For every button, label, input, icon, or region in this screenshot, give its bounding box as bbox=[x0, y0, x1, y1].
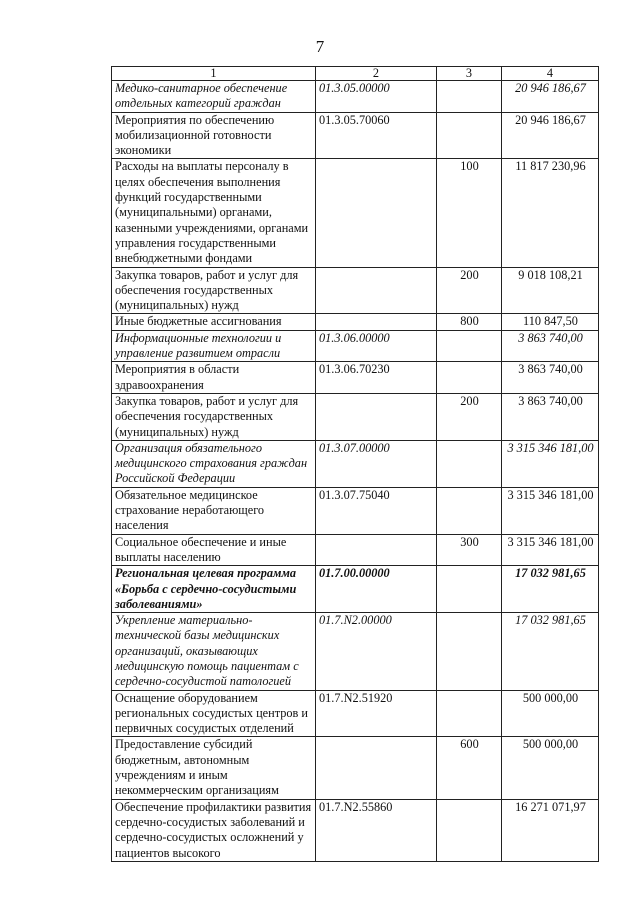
page-number: 7 bbox=[315, 37, 325, 56]
row-type bbox=[437, 330, 502, 362]
row-type bbox=[437, 440, 502, 487]
row-type bbox=[437, 112, 502, 159]
row-amount: 11 817 230,96 bbox=[502, 159, 599, 267]
row-code: 01.7.N2.55860 bbox=[316, 799, 437, 861]
row-amount: 3 863 740,00 bbox=[502, 393, 599, 440]
row-amount: 3 315 346 181,00 bbox=[502, 487, 599, 534]
row-name: Закупка товаров, работ и услуг для обеспечения государственных (муниципальных) нужд bbox=[112, 393, 316, 440]
row-code bbox=[316, 159, 437, 267]
table-row bbox=[112, 613, 599, 690]
row-type: 100 bbox=[437, 159, 502, 267]
table-row bbox=[112, 362, 599, 394]
table-row bbox=[112, 112, 599, 159]
row-name: Социальное обеспечение и иные выплаты населению bbox=[112, 534, 316, 566]
row-name: Оснащение оборудованием региональных сосудистых центров и первичных сосудистых отделений bbox=[112, 690, 316, 737]
row-type bbox=[437, 613, 502, 690]
row-amount: 17 032 981,65 bbox=[502, 566, 599, 613]
table-row bbox=[112, 314, 599, 330]
table-row bbox=[112, 566, 599, 613]
table-row bbox=[112, 267, 599, 314]
table-row bbox=[112, 393, 599, 440]
table-row bbox=[112, 487, 599, 534]
row-name: Обеспечение профилактики развития сердечно-сосудистых заболеваний и сердечно-сосудистых осложнений у пациентов высокого bbox=[112, 799, 316, 861]
row-type bbox=[437, 566, 502, 613]
row-amount: 9 018 108,21 bbox=[502, 267, 599, 314]
row-name: Медико-санитарное обеспечение отдельных категорий граждан bbox=[112, 81, 316, 113]
row-amount: 110 847,50 bbox=[502, 314, 599, 330]
header-type: 3 bbox=[437, 67, 502, 81]
header-amount: 4 bbox=[502, 67, 599, 81]
row-name: Региональная целевая программа «Борьба с сердечно-сосудистыми заболеваниями» bbox=[112, 566, 316, 613]
row-amount: 3 315 346 181,00 bbox=[502, 440, 599, 487]
table-row bbox=[112, 534, 599, 566]
row-name: Мероприятия по обеспечению мобилизационной готовности экономики bbox=[112, 112, 316, 159]
row-code: 01.3.07.00000 bbox=[316, 440, 437, 487]
budget-table bbox=[111, 66, 599, 862]
row-code: 01.7.N2.51920 bbox=[316, 690, 437, 737]
table-row bbox=[112, 81, 599, 113]
row-amount: 16 271 071,97 bbox=[502, 799, 599, 861]
table-row bbox=[112, 799, 599, 861]
row-amount: 3 863 740,00 bbox=[502, 362, 599, 394]
row-amount: 500 000,00 bbox=[502, 737, 599, 799]
table-row bbox=[112, 330, 599, 362]
row-code bbox=[316, 534, 437, 566]
table-row bbox=[112, 737, 599, 799]
row-name: Расходы на выплаты персоналу в целях обеспечения выполнения функций государственными (муниципальными) органами, казенными учреждениями, органами управления государственными внебюджетными фондами bbox=[112, 159, 316, 267]
row-name: Организация обязательного медицинского страхования граждан Российской Федерации bbox=[112, 440, 316, 487]
row-amount: 3 863 740,00 bbox=[502, 330, 599, 362]
row-amount: 17 032 981,65 bbox=[502, 613, 599, 690]
row-code bbox=[316, 393, 437, 440]
row-amount: 500 000,00 bbox=[502, 690, 599, 737]
table-row bbox=[112, 159, 599, 267]
row-code: 01.7.00.00000 bbox=[316, 566, 437, 613]
row-type bbox=[437, 799, 502, 861]
header-name: 1 bbox=[112, 67, 316, 81]
row-code: 01.3.06.00000 bbox=[316, 330, 437, 362]
row-amount: 20 946 186,67 bbox=[502, 81, 599, 113]
row-type bbox=[437, 81, 502, 113]
row-name: Мероприятия в области здравоохранения bbox=[112, 362, 316, 394]
row-type bbox=[437, 690, 502, 737]
row-name: Укрепление материально-технической базы медицинских организаций, оказывающих медицинскую помощь пациентам с сердечно-сосудистой патологией bbox=[112, 613, 316, 690]
row-code: 01.7.N2.00000 bbox=[316, 613, 437, 690]
row-code: 01.3.05.70060 bbox=[316, 112, 437, 159]
table-header-row bbox=[112, 67, 599, 81]
row-name: Предоставление субсидий бюджетным, автономным учреждениям и иным некоммерческим организациям bbox=[112, 737, 316, 799]
row-amount: 3 315 346 181,00 bbox=[502, 534, 599, 566]
row-type: 600 bbox=[437, 737, 502, 799]
row-code bbox=[316, 314, 437, 330]
table-row bbox=[112, 690, 599, 737]
row-type: 300 bbox=[437, 534, 502, 566]
row-name: Обязательное медицинское страхование неработающего населения bbox=[112, 487, 316, 534]
row-code bbox=[316, 737, 437, 799]
row-type: 200 bbox=[437, 393, 502, 440]
row-name: Информационные технологии и управление развитием отрасли bbox=[112, 330, 316, 362]
row-code: 01.3.05.00000 bbox=[316, 81, 437, 113]
row-code: 01.3.06.70230 bbox=[316, 362, 437, 394]
row-amount: 20 946 186,67 bbox=[502, 112, 599, 159]
row-name: Закупка товаров, работ и услуг для обеспечения государственных (муниципальных) нужд bbox=[112, 267, 316, 314]
row-type: 800 bbox=[437, 314, 502, 330]
header-code: 2 bbox=[316, 67, 437, 81]
row-type bbox=[437, 487, 502, 534]
row-type: 200 bbox=[437, 267, 502, 314]
row-code bbox=[316, 267, 437, 314]
row-name: Иные бюджетные ассигнования bbox=[112, 314, 316, 330]
row-type bbox=[437, 362, 502, 394]
table-row bbox=[112, 440, 599, 487]
row-code: 01.3.07.75040 bbox=[316, 487, 437, 534]
